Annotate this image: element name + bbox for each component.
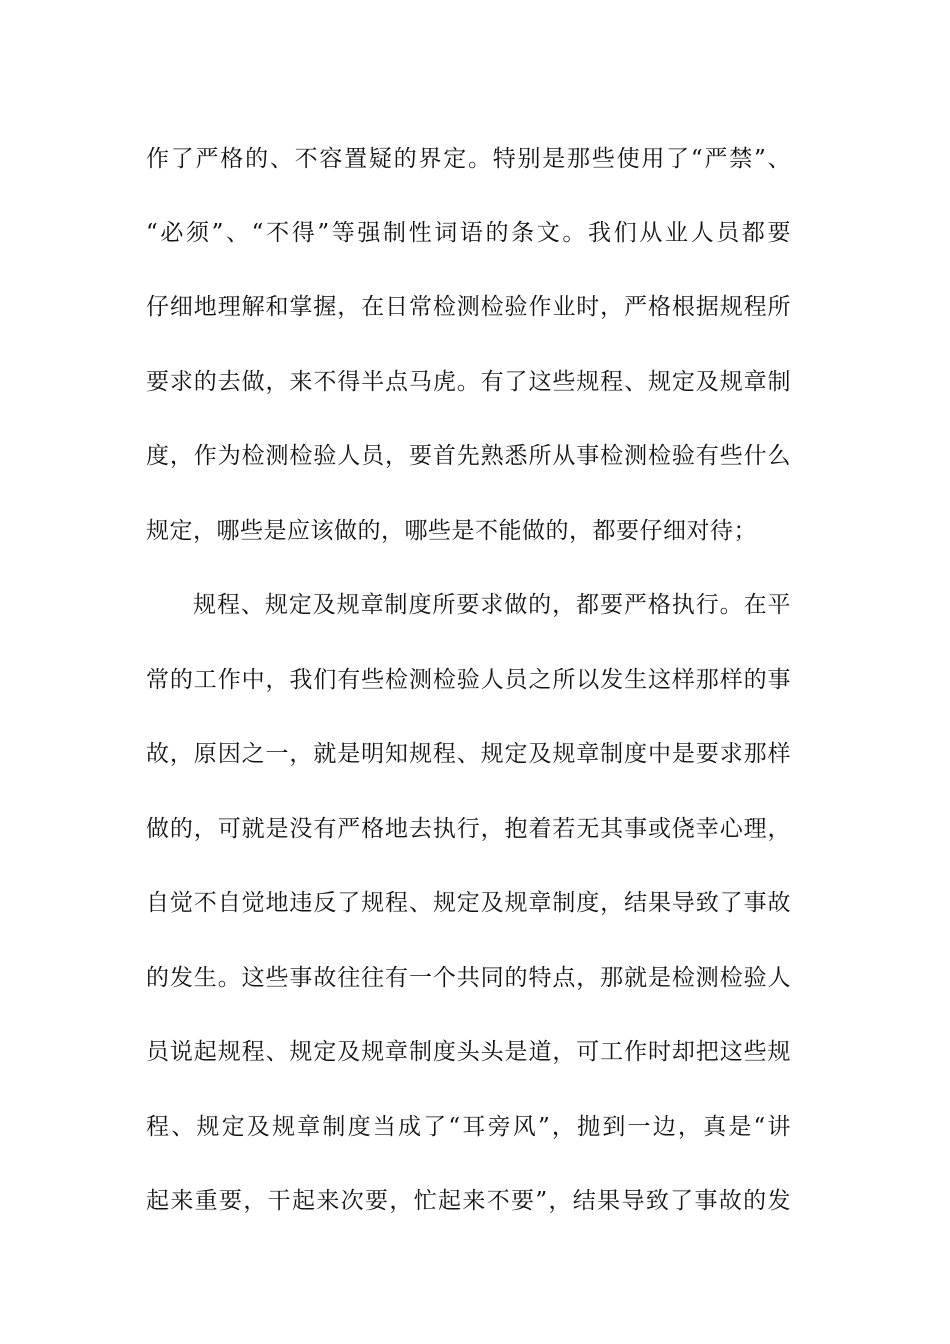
text-line-12: 的发生。这些事故往往有一个共同的特点，那就是检测检验人 bbox=[146, 965, 791, 991]
text-line-1: 作了严格的、不容置疑的界定。特别是那些使用了“严禁”、 bbox=[146, 146, 791, 172]
text-line-11: 自觉不自觉地违反了规程、规定及规章制度，结果导致了事故 bbox=[146, 890, 791, 916]
text-line-14: 程、规定及规章制度当成了“耳旁风”，抛到一边，真是“讲 bbox=[146, 1114, 791, 1140]
text-line-8: 常的工作中，我们有些检测检验人员之所以发生这样那样的事 bbox=[146, 667, 791, 693]
text-line-5: 度，作为检测检验人员，要首先熟悉所从事检测检验有些什么 bbox=[146, 443, 791, 469]
text-line-10: 做的，可就是没有严格地去执行，抱着若无其事或侥幸心理， bbox=[146, 816, 791, 842]
text-line-2: “必须”、“不得”等强制性词语的条文。我们从业人员都要 bbox=[146, 220, 791, 246]
text-line-6: 规定，哪些是应该做的，哪些是不能做的，都要仔细对待； bbox=[146, 518, 757, 544]
text-line-13: 员说起规程、规定及规章制度头头是道，可工作时却把这些规 bbox=[146, 1039, 791, 1065]
text-line-15: 起来重要，干起来次要，忙起来不要”，结果导致了事故的发 bbox=[146, 1188, 791, 1214]
text-line-9: 故，原因之一，就是明知规程、规定及规章制度中是要求那样 bbox=[146, 741, 791, 767]
paragraph-2-first-line: 规程、规定及规章制度所要求做的，都要严格执行。在平 bbox=[193, 592, 791, 618]
text-line-3: 仔细地理解和掌握，在日常检测检验作业时，严格根据规程所 bbox=[146, 294, 791, 320]
text-line-4: 要求的去做，来不得半点马虎。有了这些规程、规定及规章制 bbox=[146, 369, 791, 395]
